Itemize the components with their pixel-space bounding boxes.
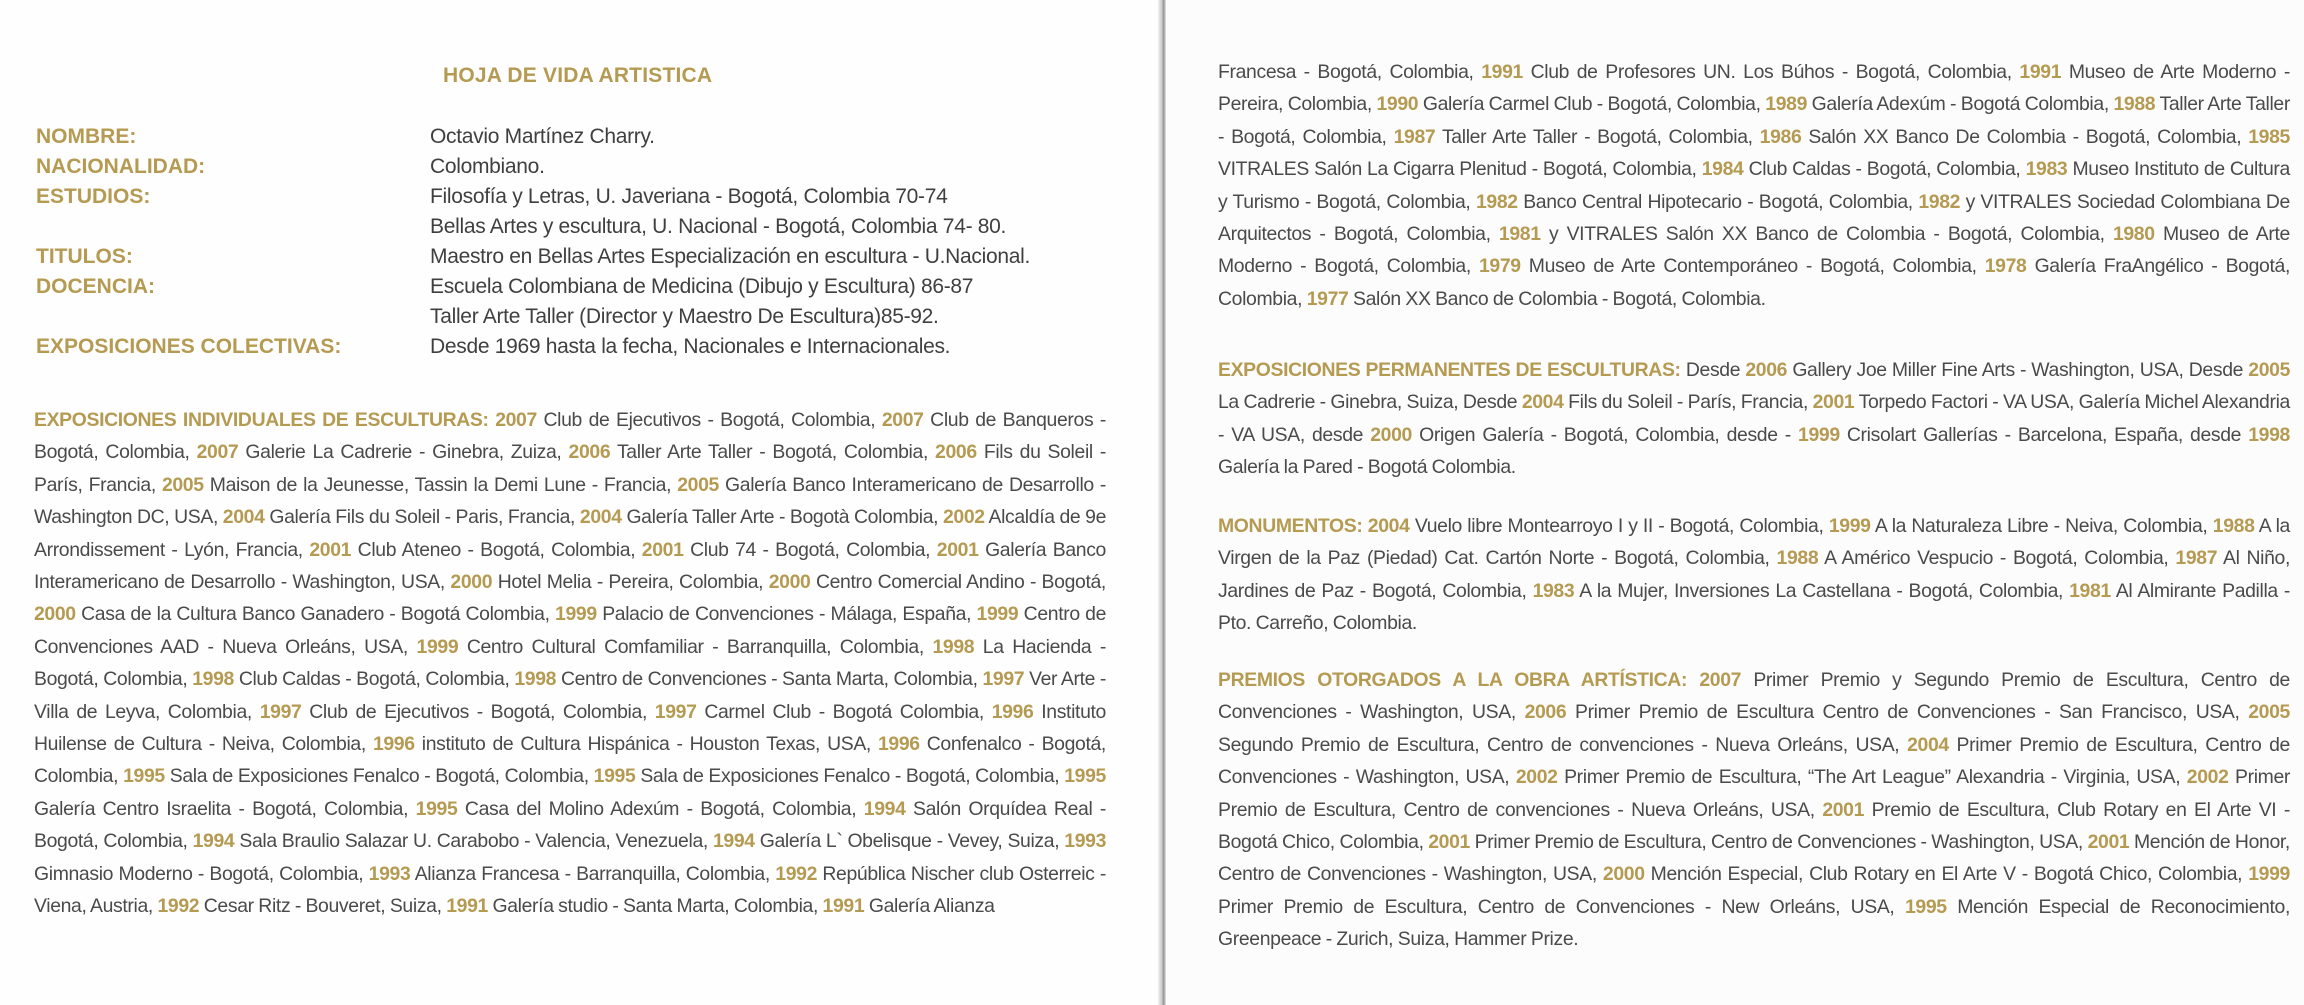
entry-year: 2002 (943, 506, 985, 529)
info-value: Maestro en Bellas Artes Especialización en escultura - U.Nacional. (430, 245, 1030, 268)
entry-text: Primer Premio de Escultura, Centro de Convenciones - Washington, USA, (1474, 831, 2083, 854)
entry-text: Museo de Arte Contemporáneo - Bogotá, Colombia, (1528, 255, 1977, 278)
entry-text: Galería Taller Arte - Bogotà Colombia, (626, 506, 939, 529)
entry-text: Confenalco - Bogotá, Colombia, (34, 733, 1106, 788)
entry-year: 2005 (2248, 701, 2290, 724)
entry-year: 2006 (935, 441, 977, 464)
entry-prefix: desde - (1726, 423, 1799, 446)
entry-text: Crisolart Gallerías - Barcelona, España, (1846, 423, 2183, 446)
entry-year: 1997 (982, 668, 1025, 691)
entry-text: y VITRALES Sociedad Colombiana De Arquitectos - Bogotá, Colombia, (1218, 190, 2290, 246)
entry-year: 1994 (192, 830, 235, 853)
entry-text: Centro de Convenciones - Santa Marta, Colombia, (560, 668, 978, 691)
entry-text: Segundo Premio de Escultura, Centro de convenciones - Nueva Orleáns, USA, (1218, 733, 1900, 756)
entry-year: 1988 (2212, 515, 2255, 537)
info-values (430, 152, 545, 182)
entry-text: Torpedo Factori - VA USA, Galería Michel Alexandria - VA USA, (1218, 391, 2290, 446)
entry-text: A la Mujer, Inversiones La Castellana - Bogotá, Colombia, (1579, 579, 2064, 602)
entry-text: Carmel Club - Bogotá Colombia, (704, 700, 984, 723)
entry-year: 2006 (1524, 701, 1567, 724)
entry-prefix: desde (2190, 423, 2249, 446)
info-values (430, 122, 655, 152)
entry-year: 1999 (416, 635, 459, 658)
info-value: Octavio Martínez Charry. (430, 125, 655, 148)
entry-text: Gallery Joe Miller Fine Arts - Washington, USA, (1792, 359, 2184, 381)
entry-text: Fils du Soleil - París, Francia, (34, 441, 1107, 496)
info-label: NACIONALIDAD: (36, 155, 206, 178)
entry-text: Sala de Exposiciones Fenalco - Bogotá, Colombia, (640, 765, 1060, 788)
entry-year: 1977 (1306, 287, 1349, 310)
entry-year: 2001 (309, 538, 352, 561)
entry-text: Galería Carmel Club - Bogotá, Colombia, (1422, 93, 1761, 116)
entry-text: Sala de Exposiciones Fenalco - Bogotá, Colombia, (169, 765, 589, 788)
entry-year: 2000 (1602, 863, 1645, 886)
entry-text: Primer Premio de Escultura, Centro de Convenciones - Washington, USA, (1218, 733, 2290, 789)
entry-text: Club de Ejecutivos - Bogotá, Colombia, (543, 409, 876, 431)
info-label: NOMBRE: (36, 125, 137, 148)
entry-text: Galería Alianza (868, 895, 995, 918)
info-values (430, 332, 950, 362)
entry-text: Mención Especial, Club Rotary en El Arte V - Bogotá Chico, Colombia, (1650, 863, 2243, 886)
entry-year: 1993 (368, 862, 411, 885)
entry-text: A la Naturaleza Libre - Neiva, Colombia, (1874, 515, 2208, 537)
entry-year: 2002 (2186, 766, 2229, 789)
entry-text: Galerie La Cadrerie - Ginebra, Zuiza, (245, 441, 562, 464)
entry-year: 2001 (1822, 798, 1865, 821)
entry-text: Francesa - Bogotá, Colombia, (1218, 61, 1482, 83)
entry-year: 2005 (677, 473, 719, 496)
entry-year: 1999 (2248, 863, 2290, 886)
info-value: Filosofía y Letras, U. Javeriana - Bogotá, Colombia 70-74 (430, 185, 948, 208)
entry-text: Primer Premio de Escultura, Centro de Convenciones - New Orleáns, USA, (1218, 895, 1895, 918)
entry-year: 2007 (1699, 669, 1742, 691)
entry-text: Mención de Honor, Centro de Convenciones - Washington, USA, (1218, 831, 2290, 886)
entry-year: 1982 (1918, 190, 1961, 213)
info-value: Bellas Artes y escultura, U. Nacional - Bogotá, Colombia 74- 80. (430, 215, 1007, 238)
info-row (36, 122, 1136, 152)
entry-text: Club Caldas - Bogotá, Colombia, (238, 668, 510, 691)
entry-text: Origen Galería - Bogotá, Colombia, (1419, 423, 1720, 446)
entry-year: 1991 (1481, 61, 1523, 83)
entry-text: Centro Cultural Comfamiliar - Barranquilla, Colombia, (466, 635, 924, 658)
entry-text: Casa del Molino Adexúm - Bogotá, Colombia, (464, 797, 857, 820)
info-row (36, 242, 1136, 272)
entry-year: 1993 (1064, 830, 1107, 853)
section-heading: PREMIOS OTORGADOS A LA OBRA ARTÍSTICA: (1218, 669, 1688, 691)
entry-text: Palacio de Convenciones - Málaga, España, (602, 603, 972, 626)
entry-year: 1986 (1759, 125, 1802, 148)
entry-text: Cesar Ritz - Bouveret, Suiza, (203, 895, 442, 918)
individual-exhibitions-section (34, 404, 1106, 923)
document-title: HOJA DE VIDA ARTISTICA (443, 64, 713, 87)
entry-text: Salón XX Banco de Colombia - Bogotá, Colombia. (1353, 287, 1766, 310)
info-values (430, 242, 1030, 272)
entry-year: 2007 (881, 409, 924, 431)
entry-text: Club Ateneo - Bogotá, Colombia, (357, 538, 636, 561)
entry-year: 2001 (641, 538, 684, 561)
entry-text: Galería L` Obelisque - Vevey, Suiza, (759, 830, 1060, 853)
entry-year: 1983 (2025, 158, 2068, 181)
entry-text: Museo de Arte Moderno - Bogotá, Colombia, (1218, 223, 2290, 278)
entry-text: Taller Arte Taller - Bogotá, Colombia, (1441, 125, 1753, 148)
individual-exhibitions-continued (1218, 56, 2290, 315)
entry-year: 1997 (259, 700, 302, 723)
entry-text: Al Niño, Jardines de Paz - Bogotá, Colombia, (1218, 547, 2290, 602)
entry-text: Alianza Francesa - Barranquilla, Colombia, (414, 862, 770, 885)
entry-text: Primer Premio de Escultura, “The Art League” Alexandria - Virginia, USA, (1564, 766, 2181, 789)
entry-text: Salón XX Banco De Colombia - Bogotá, Colombia, (1808, 125, 2242, 148)
info-value: Desde 1969 hasta la fecha, Nacionales e Internacionales. (430, 335, 951, 358)
entry-year: 1988 (1776, 547, 1819, 570)
entry-text: Primer Premio y Segundo Premio de Escultura, Centro de Convenciones - Washington, USA, (1218, 669, 2290, 724)
entry-text: VITRALES Salón La Cigarra Plenitud - Bogotá, Colombia, (1218, 158, 1697, 181)
entry-text: Club de Ejecutivos - Bogotá, Colombia, (309, 700, 647, 723)
entry-text: Sala Braulio Salazar U. Carabobo - Valencia, Venezuela, (239, 830, 708, 853)
entry-text: Fils du Soleil - París, Francia, (1568, 391, 1809, 414)
entry-year: 1988 (2113, 93, 2156, 116)
entry-year: 2000 (1370, 423, 1412, 446)
entry-text: Hotel Melia - Pereira, Colombia, (497, 571, 764, 594)
entry-year: 2001 (1812, 391, 1855, 414)
entry-year: 1996 (877, 733, 920, 756)
entry-prefix: Desde (2188, 359, 2249, 381)
entry-year: 2006 (1745, 359, 1788, 381)
info-row (36, 182, 1136, 242)
entry-text: Galería studio - Santa Marta, Colombia, (492, 895, 818, 918)
entry-year: 1995 (593, 765, 636, 788)
entry-year: 2004 (1521, 391, 1564, 414)
entry-year: 1984 (1701, 158, 1744, 181)
entry-text: Al Almirante Padilla - Pto. Carreño, Colombia. (1218, 579, 2291, 635)
info-values (430, 272, 973, 332)
entry-text: Galería Centro Israelita - Bogotá, Colombia, (34, 797, 409, 820)
personal-info (36, 122, 1136, 362)
entry-year: 2001 (936, 538, 979, 561)
entry-year: 2007 (495, 409, 537, 431)
entry-text: Alcaldía de 9e Arrondissement - Lyón, Francia, (34, 506, 1107, 561)
entry-year: 1998 (2248, 423, 2290, 446)
entry-text: Galería Fils du Soleil - Paris, Francia, (269, 506, 576, 529)
entry-year: 1983 (1532, 579, 1575, 602)
entry-text: Ver Arte - Villa de Leyva, Colombia, (34, 668, 1107, 723)
info-value: Escuela Colombiana de Medicina (Dibujo y Escultura) 86-87 (430, 275, 974, 298)
entry-text: instituto de Cultura Hispánica - Houston Texas, USA, (421, 733, 871, 756)
entry-year: 1995 (123, 765, 165, 788)
entry-year: 2006 (568, 441, 611, 464)
entry-year: 1991 (446, 895, 488, 918)
entry-year: 1994 (712, 830, 755, 853)
entry-year: 1981 (1498, 223, 1541, 246)
entry-year: 1995 (1904, 895, 1947, 918)
entry-year: 1996 (372, 733, 415, 756)
entry-year: 1978 (1984, 255, 2027, 278)
entry-year: 2001 (1428, 831, 1470, 854)
entry-year: 1999 (1828, 515, 1871, 537)
entry-text: La Cadrerie - Ginebra, Suiza, (1218, 391, 1459, 414)
info-label: EXPOSICIONES COLECTIVAS: (36, 335, 342, 358)
entry-year: 1999 (555, 603, 597, 626)
entry-year: 1982 (1475, 190, 1518, 213)
entry-year: 1990 (1376, 93, 1419, 116)
entry-prefix: Desde (1685, 359, 1746, 381)
entry-text: Club Caldas - Bogotá, Colombia, (1748, 158, 2021, 181)
entry-year: 1987 (2175, 547, 2218, 570)
entry-year: 1991 (2019, 61, 2062, 83)
info-label: DOCENCIA: (36, 275, 155, 298)
section-heading: EXPOSICIONES INDIVIDUALES DE ESCULTURAS: (34, 409, 489, 431)
entry-text: Primer Premio de Escultura, Centro de convenciones - Nueva Orleáns, USA, (1218, 766, 2291, 821)
entry-text: Galería Banco Interamericano de Desarrollo - Washington, USA, (34, 538, 1106, 594)
entry-text: Centro de Convenciones AAD - Nueva Orleáns, USA, (34, 603, 1107, 658)
section-heading: MONUMENTOS: (1218, 515, 1363, 537)
entry-text: Club de Profesores UN. Los Búhos - Bogotá, Colombia, (1530, 61, 2012, 83)
entry-year: 2007 (196, 441, 239, 464)
entry-year: 2004 (1367, 515, 1410, 537)
entry-text: Museo de Arte Moderno - Pereira, Colombia, (1218, 61, 2290, 116)
info-row (36, 152, 1136, 182)
entry-text: A la Virgen de la Paz (Piedad) Cat. Cartón Norte - Bogotá, Colombia, (1218, 515, 2290, 570)
entry-text: Casa de la Cultura Banco Ganadero - Bogotá Colombia, (81, 603, 550, 626)
entry-year: 2002 (1515, 766, 1558, 789)
entry-text: Galería la Pared - Bogotá Colombia. (1218, 456, 1516, 479)
entry-year: 1995 (415, 797, 458, 820)
entry-text: Banco Central Hipotecario - Bogotá, Colombia, (1523, 190, 1913, 213)
entry-year: 1999 (1798, 423, 1840, 446)
entry-year: 1992 (775, 862, 818, 885)
entry-text: Primer Premio de Escultura Centro de Convenciones - San Francisco, USA, (1574, 701, 2240, 724)
entry-year: 2005 (161, 473, 204, 496)
entry-text: Mención Especial de Reconocimiento, Greenpeace - Zurich, Suiza, Hammer Prize. (1218, 895, 2290, 951)
entry-year: 2000 (450, 571, 493, 594)
entry-year: 1992 (157, 895, 200, 918)
entry-year: 2004 (222, 506, 265, 529)
entry-text: La Hacienda - Bogotá, Colombia, (34, 635, 1106, 691)
entry-year: 2004 (579, 506, 622, 529)
entry-text: Galería Banco Interamericano de Desarrollo - Washington DC, USA, (34, 473, 1107, 529)
entry-year: 1999 (976, 603, 1019, 626)
permanent-exhibitions-section (1218, 354, 2290, 484)
entry-text: Premio de Escultura, Club Rotary en El Arte VI - Bogotá Chico, Colombia, (1218, 798, 2290, 854)
entry-text: Taller Arte Taller - Bogotá, Colombia, (616, 441, 928, 464)
info-values (430, 182, 1006, 242)
entry-year: 1995 (1064, 765, 1106, 788)
entry-year: 1998 (514, 668, 557, 691)
entry-year: 1985 (2248, 125, 2290, 148)
entry-text: y VITRALES Salón XX Banco de Colombia - Bogotá, Colombia, (1548, 223, 2105, 246)
entry-year: 1981 (2069, 579, 2111, 602)
entry-year: 2001 (2087, 831, 2130, 854)
entry-year: 2000 (768, 571, 811, 594)
entry-year: 1998 (932, 635, 975, 658)
entry-year: 1989 (1765, 93, 1808, 116)
entry-text: Centro Comercial Andino - Bogotá, (815, 571, 1106, 594)
entry-text: A Américo Vespucio - Bogotá, Colombia, (1824, 547, 2169, 570)
entry-year: 1987 (1393, 125, 1436, 148)
section-heading: EXPOSICIONES PERMANENTES DE ESCULTURAS: (1218, 359, 1681, 381)
info-row (36, 332, 1136, 362)
entry-text: Vuelo libre Montearroyo I y II - Bogotá, Colombia, (1414, 515, 1824, 537)
entry-text: Gimnasio Moderno - Bogotá, Colombia, (34, 862, 364, 885)
entry-year: 1979 (1478, 255, 1521, 278)
entry-prefix: desde (1312, 423, 1371, 446)
entry-text: Instituto Huilense de Cultura - Neiva, Colombia, (34, 700, 1106, 756)
entry-text: República Nischer club Osterreic - Viena, Austria, (34, 862, 1106, 918)
entry-year: 1997 (654, 700, 697, 723)
entry-year: 2004 (1907, 733, 1949, 756)
entry-text: Taller Arte Taller - Bogotá, Colombia, (1218, 93, 2290, 148)
entry-year: 1991 (822, 895, 865, 918)
entry-prefix: Desde (1462, 391, 1522, 414)
monuments-section (1218, 510, 2290, 640)
entry-year: 1998 (192, 668, 234, 691)
info-label: ESTUDIOS: (36, 185, 151, 208)
entry-year: 1996 (991, 700, 1034, 723)
entry-text: Salón Orquídea Real - Bogotá, Colombia, (34, 797, 1107, 853)
awards-section (1218, 664, 2290, 956)
entry-year: 1980 (2112, 223, 2155, 246)
entry-text: Club 74 - Bogotá, Colombia, (690, 538, 931, 561)
entry-text: Galería FraAngélico - Bogotá, Colombia, (1218, 255, 2290, 310)
info-value: Taller Arte Taller (Director y Maestro De Escultura)85-92. (430, 305, 939, 328)
entry-year: 2000 (34, 603, 76, 626)
info-row (36, 272, 1136, 332)
entry-text: Galería Adexúm - Bogotá Colombia, (1811, 93, 2109, 116)
info-label: TITULOS: (36, 245, 133, 268)
entry-text: Club de Banqueros - Bogotá, Colombia, (34, 409, 1106, 464)
entry-year: 1994 (863, 797, 906, 820)
entry-text: Museo Instituto de Cultura y Turismo - Bogotá, Colombia, (1218, 158, 2290, 213)
entry-year: 2005 (2248, 359, 2291, 381)
info-value: Colombiano. (430, 155, 545, 178)
entry-text: Maison de la Jeunesse, Tassin la Demi Lune - Francia, (209, 473, 672, 496)
